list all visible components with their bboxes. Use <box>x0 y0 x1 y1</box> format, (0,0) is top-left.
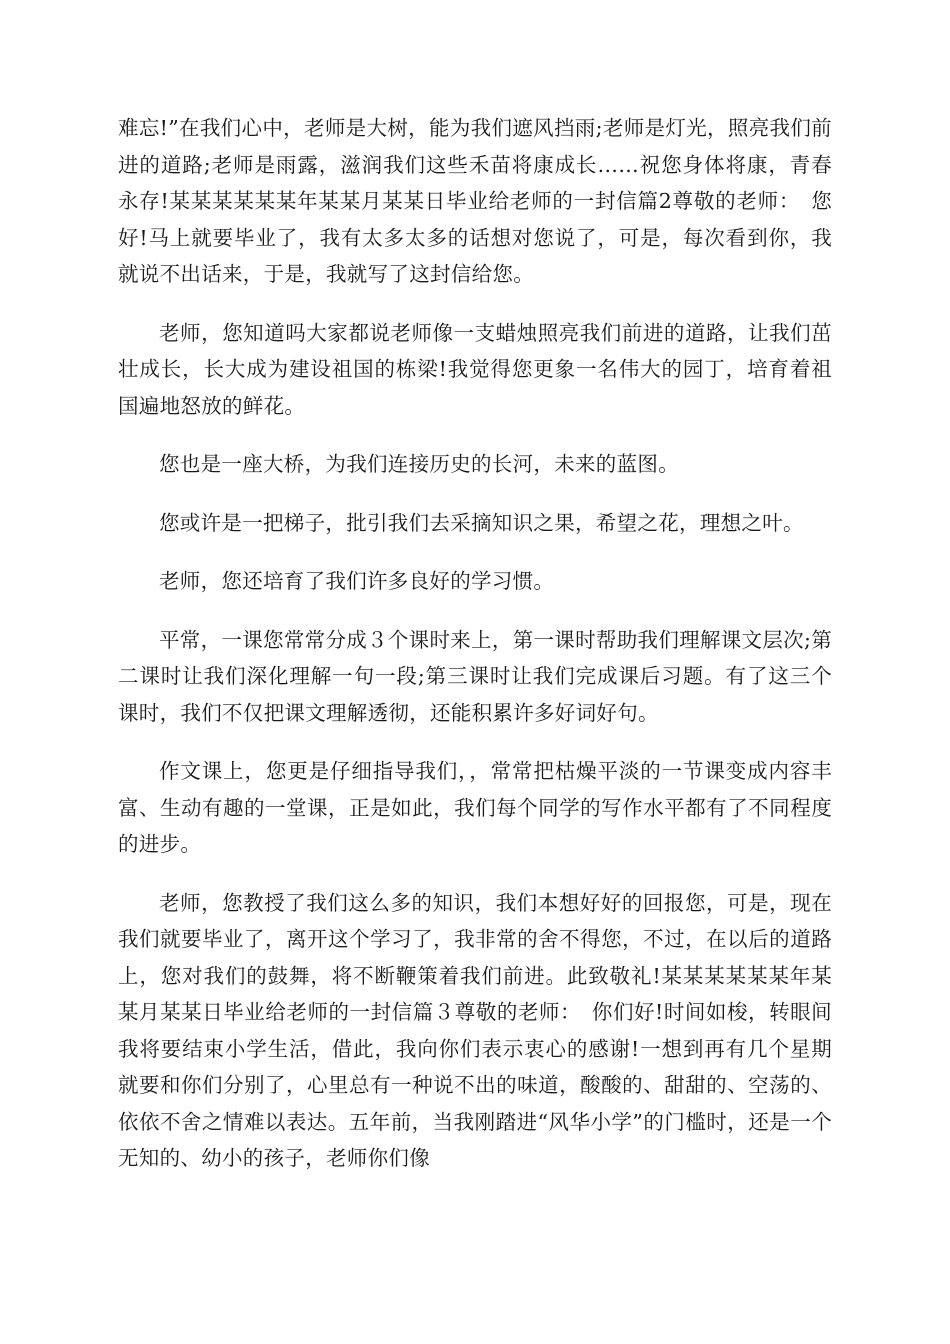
paragraph-8: 老师，您教授了我们这么多的知识，我们本想好好的回报您，可是，现在我们就要毕业了，离开这个学习了，我非常的舍不得您，不过，在以后的道路上，您对我们的鼓舞，将不断鞭策着我们前进。此致敬礼!某某某某某某年某某月某某日毕业给老师的一封信篇３尊敬的老师： 你们好!时间如梭，转眼间我将要结束小学生活，借此，我向你们表示衷心的感谢!一想到再有几个星期就要和你们分别了，心里总有一种说不出的味道，酸酸的、甜甜的、空荡的、依依不舍之情难以表达。五年前，当我刚踏进“风华小学”的门槛时，还是一个无知的、幼小的孩子，老师你们像 <box>118 890 832 1170</box>
paragraph-6: 平常，一课您常常分成３个课时来上，第一课时帮助我们理解课文层次;第二课时让我们深化理解一句一段;第三课时让我们完成课后习题。有了这三个课时，我们不仅把课文理解透彻，还能积累许多好词好句。 <box>118 627 832 725</box>
paragraph-4: 您或许是一把梯子，批引我们去采摘知识之果，希望之花，理想之叶。 <box>159 510 804 535</box>
paragraph-1: 难忘!”在我们心中，老师是大树，能为我们遮风挡雨;老师是灯光，照亮我们前进的道路;老师是雨露，滋润我们这些禾苗将康成长……祝您身体将康，青春永存!某某某某某某年某某月某某日毕业给老师的一封信篇2尊敬的老师： 您好!马上就要毕业了，我有太多太多的话想对您说了，可是，每次看到你，我就说不出话来，于是，我就写了这封信给您。 <box>118 116 832 286</box>
paragraph-3: 您也是一座大桥，为我们连接历史的长河，未来的蓝图。 <box>159 452 679 476</box>
paragraph-7: 作文课上，您更是仔细指导我们，，常常把枯燥平淡的一节课变成内容丰富、生动有趣的一堂课，正是如此，我们每个同学的写作水平都有了不同程度的进步。 <box>118 759 832 856</box>
paragraph-2: 老师，您知道吗大家都说老师像一支蜡烛照亮我们前进的道路，让我们茁壮成长，长大成为建设祖国的栋梁!我觉得您更象一名伟大的园丁，培育着祖国遍地怒放的鲜花。 <box>118 320 832 418</box>
paragraph-5: 老师，您还培育了我们许多良好的学习惯。 <box>159 569 555 593</box>
